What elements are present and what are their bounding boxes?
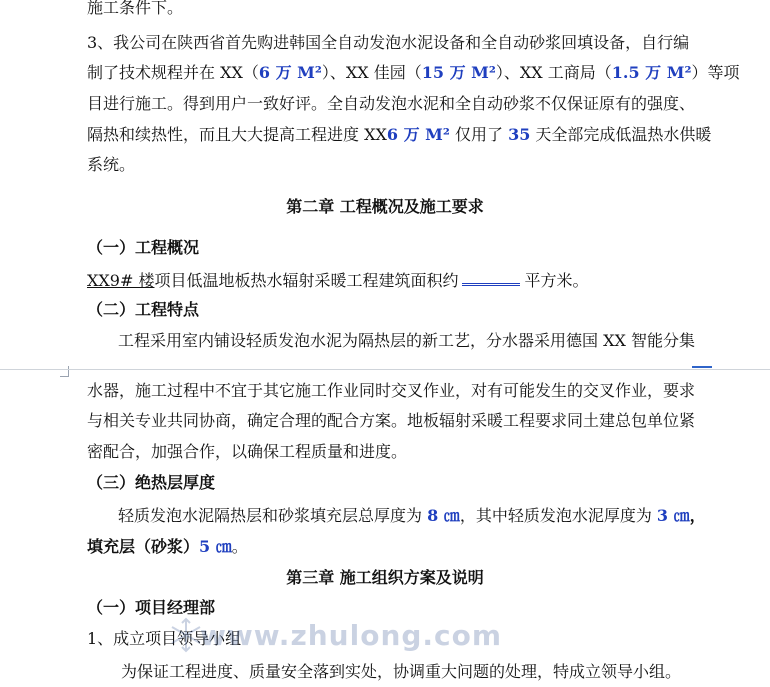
area-value: 6 万 M² — [386, 125, 450, 144]
area-value: 15 万 M² — [421, 63, 496, 82]
text-line: 目进行施工。得到用户一致好评。全自动发泡水泥和全自动砂浆不仅保证原有的强度、 — [87, 94, 696, 113]
page-break-line — [0, 369, 770, 370]
text-line: 填充层（砂浆）5 ㎝。 — [87, 537, 248, 556]
watermark: www.zhulong.com — [200, 619, 520, 659]
chapter-heading: 第三章 施工组织方案及说明 — [286, 568, 484, 587]
text-line: XX9# 楼项目低温地板热水辐射采暖工程建筑面积约 平方米。 — [87, 271, 589, 290]
thickness-value: 3 ㎝ — [656, 506, 690, 525]
text-line: 为保证工程进度、质量安全落到实处，协调重大问题的处理，特成立领导小组。 — [121, 662, 682, 681]
text-line: 密配合，加强合作，以确保工程质量和进度。 — [87, 442, 408, 461]
section-heading: （一）项目经理部 — [87, 598, 216, 617]
section-heading: （三）绝热层厚度 — [87, 473, 216, 492]
text-line: 工程采用室内铺设轻质发泡水泥为隔热层的新工艺，分水器采用德国 XX 智能分集 — [118, 331, 695, 350]
days-value: 35 — [508, 125, 531, 144]
text-line: 制了技术规程并在 XX（6 万 M²）、XX 佳园（15 万 M²）、XX 工商局（1.5 万 M²）等项 — [87, 63, 740, 82]
text-line: 施工条件下。 — [87, 0, 184, 17]
text-line: 与相关专业共同协商，确定合理的配合方案。地板辐射采暖工程要求同土建总包单位紧 — [87, 411, 696, 430]
area-value: 1.5 万 M² — [611, 63, 692, 82]
section-heading: （一）工程概况 — [87, 238, 200, 257]
chapter-heading: 第二章 工程概况及施工要求 — [286, 197, 484, 216]
text-line: 水器，施工过程中不宜于其它施工作业同时交叉作业，对有可能发生的交叉作业，要求 — [87, 381, 696, 400]
text-line: 3、我公司在陕西省首先购进韩国全自动发泡水泥设备和全自动砂浆回填设备，自行编 — [87, 33, 690, 52]
thickness-value: 8 ㎝ — [427, 506, 460, 525]
page-break-marker — [60, 366, 69, 377]
thickness-value: 5 ㎝ — [199, 537, 232, 556]
page-break-marker — [692, 366, 712, 368]
section-heading: （二）工程特点 — [87, 300, 200, 319]
watermark-logo-icon — [166, 615, 206, 655]
text-line: 隔热和续热性，而且大大提高工程进度 XX6 万 M² 仅用了 35 天全部完成低温热水供暖 — [87, 125, 712, 144]
text-line: 1、成立项目领导小组 — [87, 629, 242, 648]
area-value: 6 万 M² — [258, 63, 322, 82]
blank-field — [462, 269, 520, 286]
text-line: 轻质发泡水泥隔热层和砂浆填充层总厚度为 8 ㎝，其中轻质发泡水泥厚度为 3 ㎝， — [118, 506, 706, 525]
text-line: 系统。 — [87, 155, 136, 174]
